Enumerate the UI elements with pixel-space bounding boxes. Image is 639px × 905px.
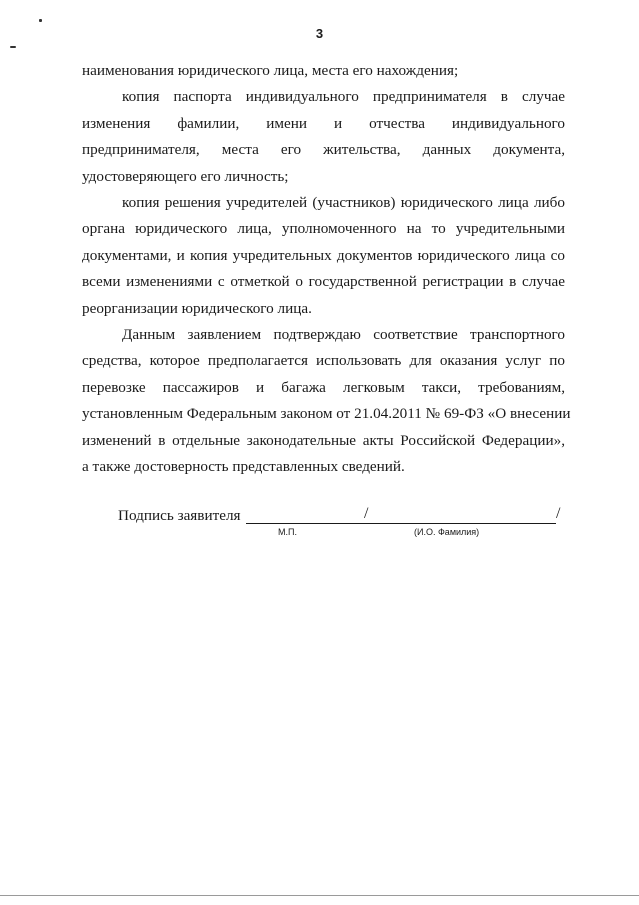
paragraph-line: Данным заявлением подтверждаю соответствие транспортного <box>122 326 565 344</box>
paragraph-line: документами, и копия учредительных документов юридического лица со <box>82 246 565 264</box>
paragraph-line: а также достоверность представленных сведений. <box>82 458 405 476</box>
page-number: 3 <box>315 26 324 41</box>
scan-dash-mark <box>10 46 16 48</box>
paragraph-passport-copy <box>82 84 565 190</box>
caption-full-name: (И.О. Фамилия) <box>414 527 480 537</box>
signature-block <box>118 505 568 545</box>
document-body <box>82 58 571 481</box>
paragraph-line: копия паспорта индивидуального предпринимателя в случае <box>122 88 565 106</box>
paragraph-line: установленным Федеральным законом от 21.04.2011 № 69-ФЗ «О внесении <box>82 405 571 423</box>
paragraph-line: удостоверяющего его личность; <box>82 167 289 185</box>
paragraph-line: изменений в отдельные законодательные акты Российской Федерации», <box>82 431 565 449</box>
paragraph-line: копия решения учредителей (участников) юридического лица либо <box>122 194 565 212</box>
paragraph-line: реорганизации юридического лица. <box>82 299 312 317</box>
caption-seal: М.П. <box>278 527 297 537</box>
paragraph-founders-decision <box>82 190 565 322</box>
paragraph-line: всеми изменениями с отметкой о государственной регистрации в случае <box>82 273 565 291</box>
paragraph-1-line: наименования юридического лица, места его нахождения; <box>82 62 459 79</box>
paragraph-line: изменения фамилии, имени и отчества индивидуального <box>82 114 565 132</box>
signature-slash-1: / <box>364 505 369 522</box>
paragraph-line: органа юридического лица, уполномоченного на то учредительными <box>82 220 565 238</box>
signature-name-line[interactable] <box>370 505 556 524</box>
scan-dot-mark <box>39 19 42 22</box>
paragraph-confirmation <box>82 322 571 480</box>
scan-bottom-edge <box>0 895 639 896</box>
signature-slash-2: / <box>556 505 561 522</box>
signature-label: Подпись заявителя <box>118 507 241 524</box>
paragraph-line: предпринимателя, места его жительства, данных документа, <box>82 141 565 159</box>
paragraph-line: средства, которое предполагается использовать для оказания услуг по <box>82 352 565 370</box>
paragraph-line: перевозке пассажиров и багажа легковым такси, требованиям, <box>82 378 565 396</box>
